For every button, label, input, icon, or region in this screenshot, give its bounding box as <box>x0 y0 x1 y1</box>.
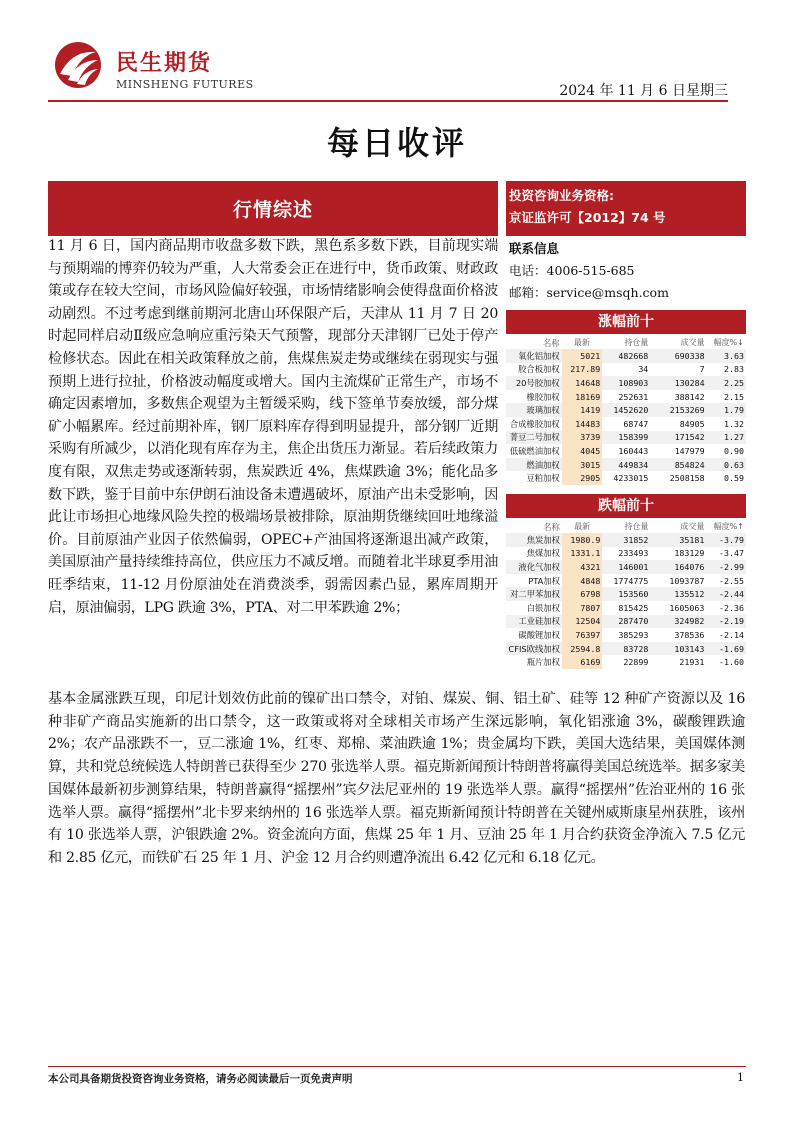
section-heading: 行情综述 <box>48 181 498 236</box>
table-row <box>506 417 746 431</box>
col-header: 最新 <box>574 522 591 531</box>
table-cell: 燃油加权 <box>506 458 562 472</box>
table-cell: 482668 <box>602 349 650 363</box>
table-cell: 815425 <box>618 602 649 613</box>
table-row <box>506 587 746 601</box>
table-cell: 碳酸锂加权 <box>518 629 560 640</box>
table-cell: 146001 <box>602 560 650 574</box>
table-row <box>506 642 746 656</box>
table-cell: 1.32 <box>724 418 744 429</box>
table-cell: 4321 <box>562 560 603 574</box>
table-cell: 7807 <box>562 601 603 615</box>
col-header: 成交量 <box>680 338 705 347</box>
losers-title: 跌幅前十 <box>506 494 746 518</box>
table-row <box>506 655 746 669</box>
table-cell: 34 <box>638 364 649 375</box>
qualification-box <box>506 181 746 236</box>
page-title: 每日收评 <box>326 124 467 162</box>
table-cell: PTA加权 <box>528 575 560 586</box>
col-header: 名称 <box>543 337 560 348</box>
gainers-table <box>506 336 746 485</box>
losers-table <box>506 520 746 669</box>
table-cell: 4045 <box>562 444 603 458</box>
table-cell: 氧化铝加权 <box>506 349 562 363</box>
table-cell: 103143 <box>650 642 706 656</box>
table-row <box>506 628 746 642</box>
table-cell: 豆粕加权 <box>526 473 560 484</box>
table-cell: CFIS欧线加权 <box>506 642 562 656</box>
table-cell: 对二甲苯加权 <box>506 587 562 601</box>
table-cell: 3.63 <box>707 349 746 363</box>
table-cell: 2.25 <box>707 376 746 390</box>
table-cell: 4848 <box>562 574 603 588</box>
table-cell: 1605063 <box>669 602 705 613</box>
table-row <box>506 431 746 445</box>
table-cell: 83728 <box>602 642 650 656</box>
table-cell: 252631 <box>618 391 649 402</box>
table-cell: 854824 <box>650 458 706 472</box>
table-cell: 7 <box>699 364 705 375</box>
qualification-line-1: 投资咨询业务资格: <box>509 188 614 203</box>
table-cell: 2153269 <box>650 403 706 417</box>
table-row <box>506 403 746 417</box>
table-cell: 1980.9 <box>562 533 603 547</box>
table-cell: 1.27 <box>707 431 746 445</box>
qualification-line-2: 京证监许可【2012】74 号 <box>509 210 666 225</box>
table-cell: 瓶片加权 <box>526 657 560 668</box>
table-cell: 183129 <box>674 548 705 559</box>
table-row <box>506 560 746 574</box>
table-cell: 233493 <box>618 548 649 559</box>
table-cell: -3.47 <box>719 548 744 559</box>
table-cell: 1331.1 <box>562 547 603 561</box>
table-cell: -2.44 <box>706 587 746 601</box>
table-cell: 31852 <box>602 533 650 547</box>
table-cell: 690338 <box>650 349 706 363</box>
table-cell: 0.59 <box>724 473 744 484</box>
table-cell: -1.69 <box>706 642 746 656</box>
table-cell: -2.14 <box>719 629 744 640</box>
table-cell: 160443 <box>618 445 649 456</box>
table-cell: 4233015 <box>613 473 649 484</box>
contact-phone: 电话：4006-515-685 <box>509 263 635 278</box>
footer-divider <box>48 1066 746 1067</box>
table-cell: 6798 <box>562 587 603 601</box>
table-cell: 388142 <box>674 391 705 402</box>
table-cell: 171542 <box>650 431 706 445</box>
table-cell: 147979 <box>674 445 705 456</box>
table-cell: 白银加权 <box>526 602 560 613</box>
table-row <box>506 390 746 404</box>
table-cell: 橡胶加权 <box>526 391 560 402</box>
table-cell: 低硫燃油加权 <box>509 445 560 456</box>
body-paragraph-narrow: 11 月 6 日，国内商品期市收盘多数下跌，黑色系多数下跌，目前现实端与预期端的博弈仍较为严重，人大常委会正在进行中，货币政策、财政政策或存在较大空间，市场风险偏好较强，市场情绪影响会使得盘面价格波动剧烈。不过考虑到继前期河北唐山环保限产后，天津从 11 月 7 日 20 时起同样启动Ⅱ级应急响应重污染天气预警，现部分天津钢厂已处于停产检修状态。因此在相关政策释放之前，焦煤焦炭走势或继续在弱现实与强预期上进行拉扯，价格波动幅度或增大。国内主流煤矿正常生产，市场不确定因素增加，多数焦企观望为主暂缓采购，线下签单节奏放缓，部分煤矿小幅累库。经过前期补库，钢厂原料库存得到明显提升，部分钢厂近期采购有所减少，以消化现有库存为主，焦企出货压力渐显。若后续政策力度有限，双焦走势或逐渐转弱，焦炭跌近 4%，焦煤跌逾 3%；能化品多数下跌，鉴于目前中东伊朗石油设备未遭遇破坏，原油产出未受影响，因此让市场担心地缘风险失控的极端场景被排除，原油期货继续回吐地缘溢价。目前原油产业因子依然偏弱，OPEC+产油国将逐渐退出减产政策，美国原油产量持续维持高位，供应压力不减反增。而随着北半球夏季用油旺季结束，11-12 月份原油处在消费淡季，弱需因素凸显，累库周期开启，原油偏弱，LPG 跌逾 3%，PTA、对二甲苯跌逾 2%； <box>48 238 498 616</box>
table-cell: 5021 <box>562 349 603 363</box>
table-row <box>506 533 746 547</box>
table-cell: 20号胶加权 <box>506 376 562 390</box>
table-cell: 21931 <box>679 657 705 668</box>
table-cell: 0.63 <box>707 458 746 472</box>
table-cell: 35181 <box>650 533 706 547</box>
table-cell: -2.36 <box>719 602 744 613</box>
page-number: 1 <box>737 1071 744 1084</box>
table-cell: 217.89 <box>562 363 603 377</box>
table-row <box>506 471 746 485</box>
table-cell: 2905 <box>562 471 603 485</box>
table-row <box>506 363 746 377</box>
col-header: 最新 <box>573 338 590 347</box>
table-cell: 6169 <box>562 655 603 669</box>
minsheng-logo-icon <box>50 40 106 90</box>
table-cell: -3.79 <box>706 533 746 547</box>
table-cell: 2508158 <box>669 473 705 484</box>
table-cell: 工业硅加权 <box>506 615 562 629</box>
table-cell: 1.79 <box>707 403 746 417</box>
table-cell: 22899 <box>623 657 649 668</box>
table-cell: 1774775 <box>613 575 649 586</box>
table-cell: -2.99 <box>706 560 746 574</box>
table-row <box>506 615 746 629</box>
table-row <box>506 547 746 561</box>
contact-info <box>509 238 745 304</box>
table-cell: 焦炭加权 <box>506 533 562 547</box>
table-cell: 287470 <box>602 615 650 629</box>
table-cell: 14483 <box>562 417 603 431</box>
report-date: 2024 年 11 月 6 日星期三 <box>559 83 728 99</box>
table-cell: 68747 <box>623 418 649 429</box>
brand-name: 民生期货 <box>116 51 213 76</box>
table-cell: 3015 <box>562 458 603 472</box>
col-header: 幅度%↑ <box>713 522 744 531</box>
table-row <box>506 349 746 363</box>
col-header: 成交量 <box>680 522 705 531</box>
table-cell: -2.19 <box>706 615 746 629</box>
contact-title: 联系信息 <box>509 241 560 256</box>
table-cell: 164076 <box>650 560 706 574</box>
table-cell: 2.83 <box>724 364 744 375</box>
table-cell: 1093787 <box>669 575 705 586</box>
table-cell: 153560 <box>602 587 650 601</box>
contact-email: 邮箱：service@msqh.com <box>509 285 669 300</box>
table-cell: 合成橡胶加权 <box>509 418 560 429</box>
table-cell: 158399 <box>602 431 650 445</box>
table-cell: 18169 <box>562 390 603 404</box>
table-cell: -1.60 <box>719 657 744 668</box>
table-cell: 76397 <box>562 628 603 642</box>
table-row <box>506 601 746 615</box>
table-cell: 84905 <box>679 418 705 429</box>
body-paragraph-full: 基本金属涨跌互现，印尼计划效仿此前的镍矿出口禁令，对铂、煤炭、铜、铝土矿、硅等 12 种矿产资源以及 16 种非矿产商品实施新的出口禁令，这一政策或将对全球相关市场产生深远影响，氧化铝涨逾 3%，碳酸锂跌逾 2%；农产品涨跌不一，豆二涨逾 1%，红枣、郑棉、菜油跌逾 1%；贵金属均下跌，美国大选结果，美国媒体测算，共和党总统候选人特朗普已获得至少 270 张选举人票。福克斯新闻预计特朗普将赢得美国总统选举。据多家美国媒体最新初步测算结果，特朗普赢得“摇摆州”宾夕法尼亚州的 19 张选举人票。赢得“摇摆州”佐治亚州的 16 张选举人票。赢得“摇摆州”北卡罗来纳州的 16 张选举人票。福克斯新闻预计特朗普在关键州威斯康星州获胜，该州有 10 张选举人票，沪银跌逾 2%。资金流向方面，焦煤 25 年 1 月、豆油 25 年 1 月合约获资金净流入 7.5 亿元和 2.85 亿元，而铁矿石 25 年 1 月、沪金 12 月合约则遭净流出 6.42 亿元和 6.18 亿元。 <box>48 691 745 866</box>
table-cell: 菁豆二号加权 <box>506 431 562 445</box>
table-cell: 378536 <box>674 629 705 640</box>
table-row <box>506 444 746 458</box>
col-header: 持仓量 <box>624 338 649 347</box>
footer-disclaimer: 本公司具备期货投资咨询业务资格，请务必阅读最后一页免责声明 <box>48 1073 353 1085</box>
table-row <box>506 376 746 390</box>
col-header: 幅度%↓ <box>713 338 744 347</box>
table-cell: 3739 <box>562 431 603 445</box>
table-cell: 焦煤加权 <box>526 548 560 559</box>
table-cell: 1452620 <box>602 403 650 417</box>
table-row <box>506 574 746 588</box>
table-cell: 12504 <box>562 615 603 629</box>
table-cell: 0.90 <box>724 445 744 456</box>
table-cell: 胶合板加权 <box>518 364 560 375</box>
col-header: 名称 <box>543 521 560 532</box>
table-row <box>506 458 746 472</box>
table-cell: 玻璃加权 <box>506 403 562 417</box>
table-cell: -2.55 <box>719 575 744 586</box>
table-cell: 1419 <box>562 403 603 417</box>
table-cell: 108903 <box>602 376 650 390</box>
table-cell: 135512 <box>650 587 706 601</box>
table-cell: 2.15 <box>724 391 744 402</box>
table-cell: 385293 <box>618 629 649 640</box>
brand-name-en: MINSHENG FUTURES <box>116 78 254 91</box>
col-header: 持仓量 <box>624 522 649 531</box>
table-cell: 液化气加权 <box>506 560 562 574</box>
header-divider <box>48 100 728 102</box>
table-cell: 449834 <box>602 458 650 472</box>
gainers-title: 涨幅前十 <box>506 310 746 334</box>
table-cell: 130284 <box>650 376 706 390</box>
table-cell: 324982 <box>650 615 706 629</box>
table-cell: 2594.8 <box>562 642 603 656</box>
table-cell: 14648 <box>562 376 603 390</box>
